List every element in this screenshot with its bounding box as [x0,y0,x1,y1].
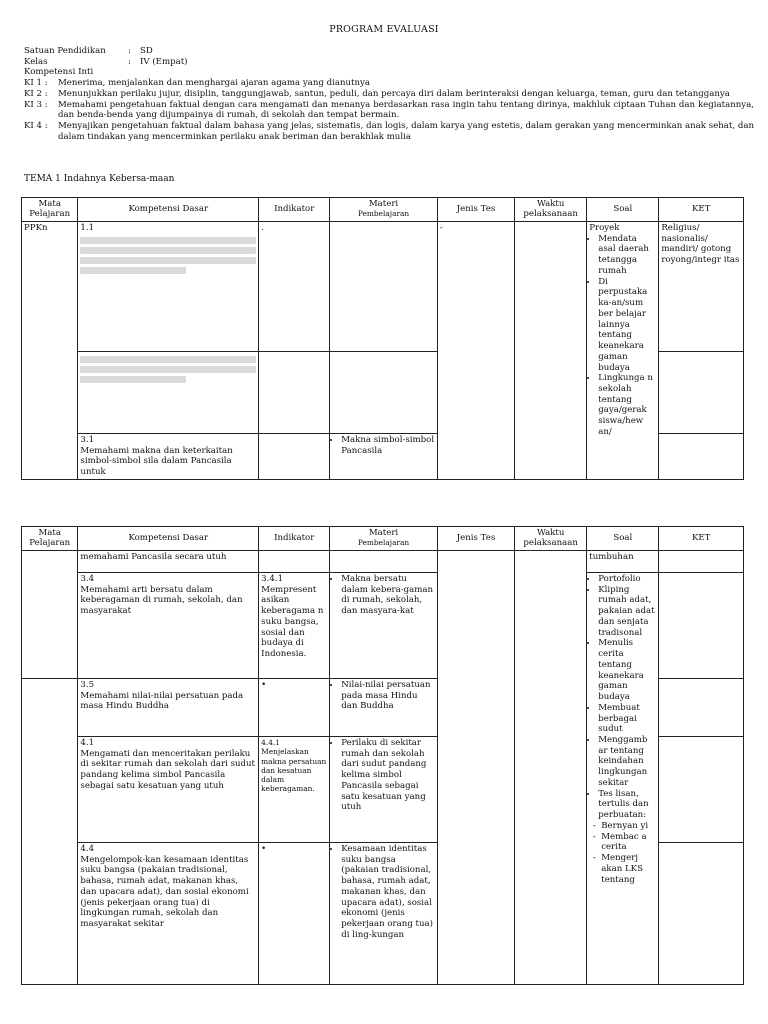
materi-sublabel: Pembelajaran [357,537,410,547]
indikator-number: 3.4.1 [261,574,284,584]
waktu-cell [515,551,587,985]
ket-cell [659,434,744,480]
ki-label: KI 2 : [24,88,48,99]
evaluation-table-1 [21,197,744,480]
col-soal: Soal [587,198,659,222]
kd-text [80,237,256,274]
ki-item [24,100,754,121]
text-placeholder [80,237,256,244]
header-meta [24,46,754,143]
materi-cell [330,843,438,985]
col-materi [330,527,438,551]
ki-text: Menerima, menjalankan dan menghargai ajaran agama yang dianutnya [58,78,371,89]
col-kd: Kompetensi Dasar [78,198,259,222]
list-item: • Menggamb ar tentang keindahan lingkungan sekitar [598,735,656,789]
table-row [22,573,744,679]
col-waktu: Waktu pelaksanaan [515,527,587,551]
ket-cell [659,679,744,737]
soal-heading: Proyek [589,223,620,233]
indikator-cell: . [259,222,330,352]
table-row [22,222,744,352]
ket-cell [659,352,744,434]
materi-cell [330,573,438,679]
col-indikator: Indikator [259,198,330,222]
kd-cell [78,434,259,480]
kd-number: 3.1 [80,435,95,445]
ki-text: Memahami pengetahuan faktual dengan cara mengamati dan menanya berdasarkan rasa ingin tahu tentang dirinya, makhluk ciptaan Tuhan dan kegiatannya, dan benda-benda yang dijumpainya di rumah, di sekolah dan tempat bermain. [58,99,754,121]
document-title: PROGRAM EVALUASI [329,24,439,35]
soal-sublist [589,821,656,885]
kd-text: Memahami nilai-nilai persatuan pada masa Hindu Buddha [80,690,244,712]
waktu-cell [515,222,587,480]
materi-cell [330,737,438,843]
col-mapel: Mata Pelajaran [22,198,78,222]
materi-cell [330,551,438,573]
col-soal: Soal [587,527,659,551]
list-item: • Kesamaan identitas suku bangsa (pakaian tradisional, bahasa, rumah adat, makanan khas, dan upacara adat), sosial ekonomi (jenis pekerjaan orang tua) di ling-kungan [341,844,435,941]
col-waktu: Waktu pelaksanaan [515,198,587,222]
indikator-cell [259,737,330,843]
materi-list [332,844,435,941]
kd-cell: memahami Pancasila secara utuh [78,551,259,573]
kd-cell [78,573,259,679]
table-header-row [22,198,744,222]
materi-label: Materi [368,528,399,539]
ki-item [24,89,754,100]
list-item: • Makna bersatu dalam kebera-gaman di rumah, sekolah, dan masyara-kat [341,574,435,617]
soal-list [589,574,656,821]
kd-cell [78,679,259,737]
text-placeholder [80,267,185,274]
soal-cell [587,573,659,985]
list-item: • Membuat berbagai sudut [598,703,656,735]
ki-item [24,121,754,142]
list-item: - Membac a cerita [601,832,656,853]
table-row [22,551,744,573]
evaluation-table-2 [21,526,744,985]
kd-cell [78,843,259,985]
kelas-value: IV (Empat) [140,56,188,67]
kd-text: Mengelompok-kan kesamaan identitas suku bangsa (pakaian tradisional, bahasa, rumah adat, makanan khas, dan upacara adat), dan sosial ekonomi (jenis pekerjaan orang tua) di lingkungan rumah, sekolah dan masyarakat sekitar [80,854,249,930]
kd-number: 1.1 [80,223,95,233]
colon: : [128,46,131,56]
col-ket: KET [659,527,744,551]
satuan-row [24,46,754,57]
col-mapel: Mata Pelajaran [22,527,78,551]
ket-cell [659,573,744,679]
ket-cell [659,737,744,843]
text-placeholder [80,356,256,363]
jenis-cell: - [437,222,514,480]
ki-heading: Kompetensi Inti [24,67,94,78]
list-item: • Lingkunga n sekolah tentang gaya/gerak siswa/hew an/ [598,373,656,437]
mapel-cell [22,551,78,679]
soal-list [589,234,656,438]
colon: : [128,56,131,67]
kd-number: 4.1 [80,738,95,748]
ki-label: KI 3 : [24,99,48,110]
materi-cell [330,352,438,434]
ki-text: Menyajikan pengetahuan faktual dalam bahasa yang jelas, sistematis, dan logis, dalam karya yang estetis, dalam gerakan yang mencerminkan anak sehat, dan dalam tindakan yang mencerminkan perilaku anak beriman dan berakhlak mulia [58,121,754,142]
text-placeholder [80,247,256,254]
col-materi [330,198,438,222]
materi-list [332,574,435,617]
list-item: • Mendata asal daerah tetangga rumah [598,234,656,277]
indikator-text: Mempresent asikan keberagama n suku bangsa, sosial dan budaya di Indonesia. [261,584,324,660]
indikator-number: 4.4.1 [261,738,280,747]
kd-number: 3.4 [80,574,95,584]
soal-cell [587,222,659,480]
mapel-cell [22,679,78,985]
col-jenis: Jenis Tes [437,527,514,551]
materi-list [332,680,435,712]
list-item: • Tes lisan, tertulis dan perbuatan: [598,789,656,821]
col-indikator: Indikator [259,527,330,551]
text-placeholder [80,257,256,264]
list-item: • Makna simbol-simbol Pancasila [341,435,435,456]
materi-cell [330,434,438,480]
list-item: - Bernyan yi [601,821,656,832]
table-header-row [22,527,744,551]
kelas-label: Kelas [24,56,48,67]
indikator-cell [259,551,330,573]
mapel-cell: PPKn [22,222,78,480]
text-placeholder [80,376,185,383]
ki-text: Menunjukkan perilaku jujur, disiplin, tanggungjawab, santun, peduli, dan percaya diri dalam berinteraksi dengan keluarga, teman, guru dan tetangganya [58,88,730,99]
col-ket: KET [659,198,744,222]
list-item: - Mengerj akan LKS tentang [601,853,656,885]
soal-cell: tumbuhan [587,551,659,573]
kd-text: Mengamati dan menceritakan perilaku di sekitar rumah dan sekolah dari sudut pandang kelima simbol Pancasila sebagai satu kesatuan yang utuh [80,748,256,791]
list-item: • Portofolio [598,574,656,585]
list-item: • Di perpustaka ka-an/sum ber belajar lainnya tentang keanekara gaman budaya [598,277,656,374]
materi-list [332,435,435,456]
kd-cell [78,737,259,843]
jenis-cell [437,551,514,985]
list-item: • Kliping rumah adat, pakaian adat dan senjata tradisonal [598,585,656,639]
list-item: • Nilai-nilai persatuan pada masa Hindu dan Buddha [341,680,435,712]
kd-cell [78,352,259,434]
list-item: • Perilaku di sekitar rumah dan sekolah dari sudut pandang kelima simbol Pancasila sebagai satu kesatuan yang utuh [341,738,435,813]
list-item: • Menulis cerita tentang keanekara gaman budaya [598,638,656,702]
kd-number: 3.5 [80,680,95,690]
ki-label: KI 1 : [24,78,48,89]
materi-cell [330,679,438,737]
materi-cell [330,222,438,352]
kd-cell [78,222,259,352]
col-jenis: Jenis Tes [437,198,514,222]
ki-item [24,78,754,89]
kd-number: 4.4 [80,844,95,854]
ket-cell: Religius/ nasionalis/ mandiri/ gotong royong/integr itas [659,222,744,352]
tema-title: TEMA 1 Indahnya Kebersa-maan [24,174,175,184]
satuan-label: Satuan Pendidikan [24,46,106,56]
materi-list [332,738,435,813]
ket-cell [659,843,744,985]
indikator-cell [259,434,330,480]
kd-text: Memahami makna dan keterkaitan simbol-simbol sila dalam Pancasila untuk [80,445,233,478]
text-placeholder [80,366,256,373]
materi-label: Materi [368,199,399,210]
ki-label: KI 4 : [24,121,48,132]
materi-sublabel: Pembelajaran [357,208,410,218]
indikator-cell [259,352,330,434]
indikator-cell: • [259,679,330,737]
kelas-row [24,57,754,68]
ket-cell [659,551,744,573]
kd-text: Memahami arti bersatu dalam keberagaman di rumah, sekolah, dan masyarakat [80,584,243,617]
indikator-text: Menjelaskan makna persatuan dan kesatuan dalam keberagaman. [261,747,327,794]
indikator-cell [259,573,330,679]
satuan-value: SD [140,46,153,56]
col-kd: Kompetensi Dasar [78,527,259,551]
indikator-cell: • [259,843,330,985]
